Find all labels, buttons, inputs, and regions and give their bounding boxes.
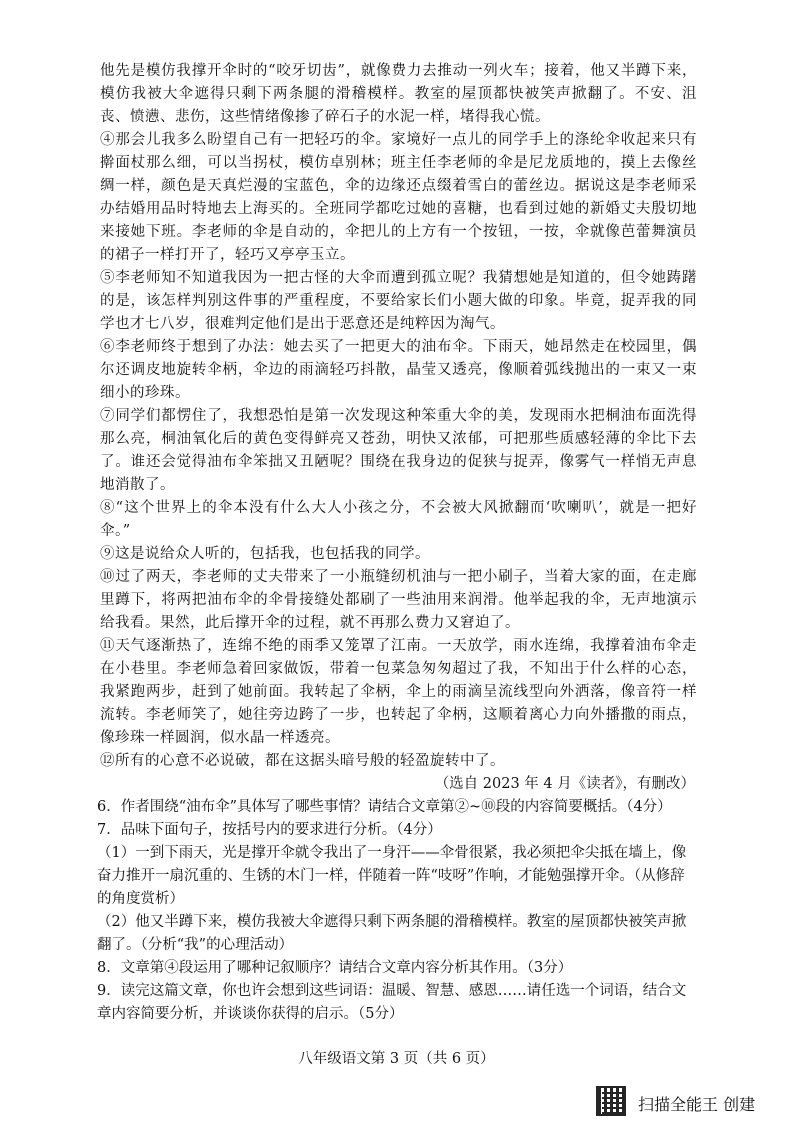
question-7-1: （1）一到下雨天，光是撑开伞就令我出了一身汗——伞骨很紧，我必须把伞尖抵在墙上，像奋力推开一扇沉重的、生锈的木门一样，伴随着一阵“吱呀”作响，才能勉强撑开伞。（从修辞的角度赏析）	[97, 845, 687, 907]
passage-source: （选自 2023 年 4 月《读者》，有删改）	[434, 776, 695, 792]
question-8: 8．文章第④段运用了哪种记叙顺序？请结合文章内容分析其作用。（3分）	[97, 960, 573, 976]
passage-paragraph-9: ⑨这是说给众人听的，包括我，也包括我的同学。	[100, 546, 430, 562]
passage-paragraph-12: ⑫所有的心意不必说破，都在这据头暗号般的轻盈旋转中了。	[100, 753, 505, 769]
question-7: 7．品味下面句子，按括号内的要求进行分析。（4分）	[97, 822, 442, 838]
passage-paragraph-8: ⑧“这个世界上的伞本没有什么大人小孩之分，不会被大风掀翻而‘吹喇叭’，就是一把好伞。”	[100, 500, 697, 539]
qr-code-icon	[596, 1086, 626, 1116]
passage-paragraph-7: ⑦同学们都愣住了，我想恐怕是第一次发现这种笨重大伞的美，发现雨水把桐油布面洗得那么亮，桐油氧化后的黄色变得鲜亮又苍劲，明快又浓郁，可把那些质感轻薄的伞比下去了。谁还会觉得油布伞笨拙又丑陋呢？围绕在我身边的促狭与捉弄，像雾气一样悄无声息地消散了。	[100, 408, 697, 493]
page-footer: 八年级语文第 3 页（共 6 页）	[298, 1051, 495, 1067]
passage-paragraph-4: ④那会儿我多么盼望自己有一把轻巧的伞。家境好一点儿的同学手上的涤纶伞收起来只有擀面杖那么细，可以当拐杖，模仿卓别林；班主任李老师的伞是尼龙质地的，摸上去像丝绸一样，颜色是天真烂漫的宝蓝色，伞的边缘还点缀着雪白的蕾丝边。据说这是李老师采办结婚用品时特地去上海买的。全班同学都吃过她的喜糖，也看到过她的新婚丈夫殷切地来接她下班。李老师的伞是自动的，伞把儿的上方有一个按钮，一按，伞就像芭蕾舞演员的裙子一样打开了，轻巧又亭亭玉立。	[100, 132, 697, 263]
scanner-watermark	[596, 1086, 786, 1126]
passage-paragraph-5: ⑤李老师知不知道我因为一把古怪的大伞而遭到孤立呢？我猜想她是知道的，但令她踌躇的是，该怎样判别这件事的严重程度，不要给家长们小题大做的印象。毕竟，捉弄我的同学也才七八岁，很难判定他们是出于恶意还是纯粹因为淘气。	[100, 270, 697, 332]
passage-paragraph-10: ⑩过了两天，李老师的丈夫带来了一小瓶缝纫机油与一把小刷子，当着大家的面，在走廊里蹲下，将两把油布伞的伞骨接缝处都刷了一些油用来润滑。他举起我的伞，无声地演示给我看。果然，此后撑开伞的过程，就不再那么费力又窘迫了。	[100, 569, 697, 631]
passage-paragraph-6: ⑥李老师终于想到了办法：她去买了一把更大的油布伞。下雨天，她昂然走在校园里，偶尔还调皮地旋转伞柄，伞边的雨滴轻巧抖散，晶莹又透亮，像顺着弧线抛出的一束又一束细小的珍珠。	[100, 339, 697, 401]
question-9: 9．读完这篇文章，你也许会想到这些词语：温暖、智慧、感恩……请任选一个词语，结合文章内容简要分析，并谈谈你获得的启示。（5分）	[97, 983, 687, 1022]
question-7-2: （2）他又半蹲下来，模仿我被大伞遮得只剩下两条腿的滑稽模样。教室的屋顶都快被笑声掀翻了。（分析“我”的心理活动）	[97, 914, 687, 953]
question-6: 6．作者围绕“油布伞”具体写了哪些事情？请结合文章第②~⑩段的内容简要概括。（4分）	[97, 799, 672, 815]
passage-paragraph-top: 他先是模仿我撑开伞时的“咬牙切齿”，就像费力去推动一列火车；接着，他又半蹲下来，模仿我被大伞遮得只剩下两条腿的滑稽模样。教室的屋顶都快被笑声掀翻了。不安、沮丧、愤懑、悲伤，这些情绪像掺了碎石子的水泥一样，堵得我心慌。	[100, 63, 697, 125]
passage-paragraph-11: ⑪天气逐渐热了，连绵不绝的雨季又笼罩了江南。一天放学，雨水连绵，我撑着油布伞走在小巷里。李老师急着回家做饭，带着一包菜急匆匆超过了我，不知出于什么样的心态，我紧跑两步，赶到了她前面。我转起了伞柄，伞上的雨滴呈流线型向外洒落，像音符一样流转。李老师笑了，她往旁边跨了一步，也转起了伞柄，这顺着离心力向外播撒的雨点，像珍珠一样圆润，似水晶一样透亮。	[100, 638, 697, 746]
watermark-text: 扫描全能王 创建	[638, 1095, 756, 1114]
